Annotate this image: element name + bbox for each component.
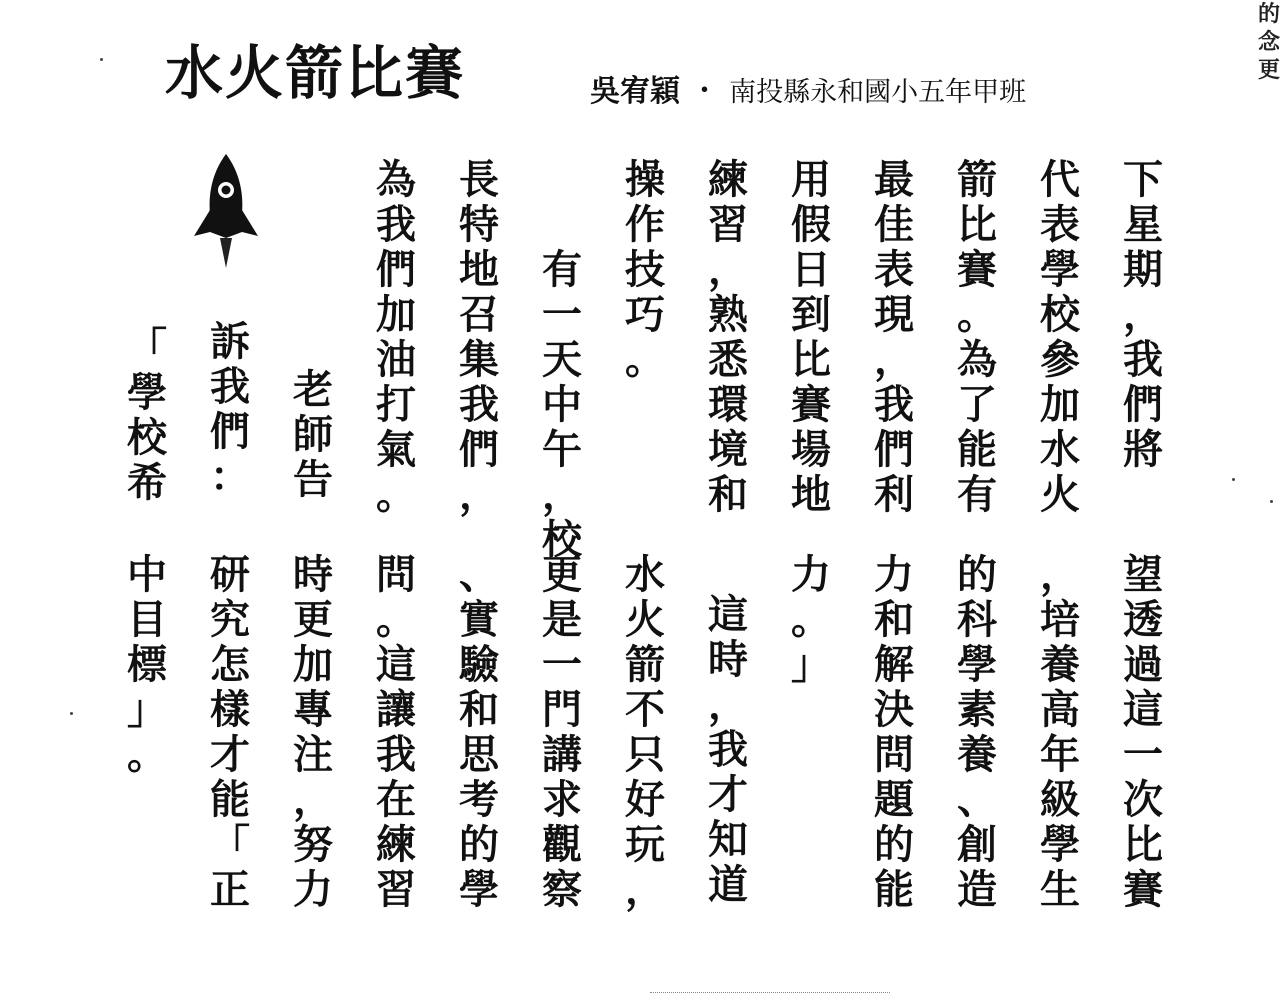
glyph: 水 — [1040, 426, 1080, 473]
glyph: 實 — [459, 596, 499, 643]
glyph: 一 — [542, 641, 582, 688]
glyph: 素 — [957, 686, 997, 733]
glyph: ， — [874, 336, 914, 383]
glyph: 求 — [542, 776, 582, 823]
glyph: 能 — [957, 426, 997, 473]
glyph: 。 — [376, 596, 416, 643]
glyph: 加 — [376, 291, 416, 338]
glyph: 力 — [293, 866, 333, 913]
glyph: 和 — [874, 596, 914, 643]
glyph: 技 — [625, 246, 665, 293]
glyph: ， — [708, 681, 748, 728]
glyph: 將 — [1123, 426, 1163, 473]
glyph: 有 — [542, 246, 582, 293]
glyph: 午 — [542, 426, 582, 473]
glyph: 。 — [791, 596, 831, 643]
glyph: 樣 — [210, 686, 250, 733]
glyph: 我 — [874, 381, 914, 428]
glyph: 表 — [874, 246, 914, 293]
glyph: 專 — [293, 686, 333, 733]
glyph: 這 — [376, 641, 416, 688]
glyph: 有 — [957, 471, 997, 518]
glyph: 驗 — [459, 641, 499, 688]
glyph: 透 — [1123, 596, 1163, 643]
glyph: 高 — [1040, 686, 1080, 733]
glyph: 箭 — [957, 156, 997, 203]
glyph: 決 — [874, 686, 914, 733]
text-column — [278, 552, 348, 912]
glyph: 氣 — [376, 426, 416, 473]
glyph: 參 — [1040, 336, 1080, 383]
glyph: 好 — [625, 776, 665, 823]
glyph: 一 — [1123, 731, 1163, 778]
glyph: 到 — [791, 291, 831, 338]
glyph: 學 — [957, 641, 997, 688]
glyph: 地 — [791, 471, 831, 518]
glyph: 們 — [210, 408, 250, 455]
text-column — [361, 552, 431, 912]
glyph: 和 — [459, 686, 499, 733]
glyph: 的 — [459, 821, 499, 868]
glyph: 水 — [625, 551, 665, 598]
glyph: 習 — [708, 201, 748, 248]
glyph: 才 — [210, 731, 250, 778]
glyph: 日 — [791, 246, 831, 293]
glyph: 學 — [459, 866, 499, 913]
glyph: 老 — [293, 366, 333, 413]
glyph: 們 — [459, 426, 499, 473]
glyph: 境 — [708, 426, 748, 473]
rocket-icon — [190, 152, 262, 270]
glyph: 現 — [874, 291, 914, 338]
text-column — [444, 552, 514, 912]
glyph: 加 — [293, 641, 333, 688]
glyph: 一 — [542, 291, 582, 338]
text-column — [112, 325, 182, 505]
glyph: 星 — [1123, 201, 1163, 248]
text-column — [527, 247, 597, 562]
print-speck — [1270, 500, 1273, 503]
glyph: 時 — [293, 551, 333, 598]
glyph: 問 — [376, 551, 416, 598]
glyph: 們 — [376, 246, 416, 293]
glyph: 加 — [1040, 381, 1080, 428]
glyph: 箭 — [625, 641, 665, 688]
glyph: ， — [1123, 291, 1163, 338]
glyph: 玩 — [625, 821, 665, 868]
glyph: 讓 — [376, 686, 416, 733]
fragment-char: 念 — [1258, 29, 1280, 55]
glyph: ， — [708, 246, 748, 293]
glyph: 養 — [1040, 641, 1080, 688]
glyph: 望 — [1123, 551, 1163, 598]
glyph: 目 — [127, 596, 167, 643]
glyph: 學 — [1040, 821, 1080, 868]
glyph: 才 — [708, 771, 748, 818]
text-column — [278, 367, 348, 502]
glyph: 天 — [542, 336, 582, 383]
glyph: 察 — [542, 866, 582, 913]
glyph: 作 — [625, 201, 665, 248]
glyph: 知 — [708, 816, 748, 863]
glyph: 時 — [708, 636, 748, 683]
glyph: 講 — [542, 731, 582, 778]
text-column — [195, 552, 265, 912]
glyph: 問 — [874, 731, 914, 778]
glyph: 打 — [376, 381, 416, 428]
glyph: 練 — [708, 156, 748, 203]
glyph: 我 — [376, 731, 416, 778]
glyph: 希 — [127, 459, 167, 506]
glyph: 學 — [127, 369, 167, 416]
fragment-char: 的 — [1258, 1, 1280, 27]
glyph: ， — [625, 866, 665, 913]
glyph: 下 — [1123, 156, 1163, 203]
glyph: 考 — [459, 776, 499, 823]
glyph: 長 — [459, 156, 499, 203]
glyph: 賽 — [1123, 866, 1163, 913]
glyph: 正 — [210, 866, 250, 913]
glyph: 造 — [957, 866, 997, 913]
glyph: 比 — [1123, 821, 1163, 868]
glyph: 我 — [459, 381, 499, 428]
glyph: 」 — [127, 686, 167, 733]
text-column — [444, 157, 514, 517]
glyph: 賽 — [791, 381, 831, 428]
glyph: 比 — [791, 336, 831, 383]
print-speck — [1232, 478, 1235, 481]
glyph: 訴 — [210, 318, 250, 365]
glyph: 的 — [957, 551, 997, 598]
glyph: 生 — [1040, 866, 1080, 913]
glyph: 我 — [708, 726, 748, 773]
glyph: 為 — [957, 336, 997, 383]
school-name: 南投縣永和國小五年甲班 — [729, 77, 1027, 108]
glyph: 能 — [874, 866, 914, 913]
glyph: 是 — [542, 596, 582, 643]
glyph: 巧 — [625, 291, 665, 338]
glyph: 校 — [127, 414, 167, 461]
glyph: 。 — [127, 731, 167, 778]
glyph: 。 — [957, 291, 997, 338]
glyph: 地 — [459, 246, 499, 293]
glyph: 利 — [874, 471, 914, 518]
glyph: 題 — [874, 776, 914, 823]
text-column — [942, 552, 1012, 912]
glyph: 過 — [1123, 641, 1163, 688]
glyph: 場 — [791, 426, 831, 473]
glyph: 養 — [957, 731, 997, 778]
glyph: 中 — [127, 551, 167, 598]
glyph: 習 — [376, 866, 416, 913]
text-column — [693, 592, 763, 907]
text-column — [942, 157, 1012, 517]
glyph: 悉 — [708, 336, 748, 383]
text-column — [527, 552, 597, 912]
glyph: 、 — [459, 551, 499, 598]
glyph: 告 — [293, 456, 333, 503]
glyph: 次 — [1123, 776, 1163, 823]
text-column — [1108, 552, 1178, 912]
print-speck — [100, 58, 103, 61]
glyph: 注 — [293, 731, 333, 778]
glyph: 能 — [210, 776, 250, 823]
glyph: 環 — [708, 381, 748, 428]
glyph: 年 — [1040, 731, 1080, 778]
glyph: 、 — [957, 776, 997, 823]
glyph: 召 — [459, 291, 499, 338]
print-speck — [70, 712, 73, 715]
author-name: 吳宥穎 — [590, 74, 680, 109]
glyph: ， — [1040, 551, 1080, 598]
glyph: 特 — [459, 201, 499, 248]
glyph: 究 — [210, 596, 250, 643]
adjacent-article-fragment — [1258, 0, 1280, 120]
fragment-char: 更 — [1258, 57, 1280, 83]
glyph: 道 — [708, 861, 748, 908]
byline-separator: ・ — [689, 74, 720, 109]
glyph: 標 — [127, 641, 167, 688]
glyph: 這 — [708, 591, 748, 638]
glyph: 力 — [791, 551, 831, 598]
glyph: 我 — [210, 363, 250, 410]
glyph: 不 — [625, 686, 665, 733]
glyph: 科 — [957, 596, 997, 643]
byline — [590, 72, 1026, 113]
glyph: 們 — [1123, 381, 1163, 428]
text-column — [610, 157, 680, 382]
glyph: 用 — [791, 156, 831, 203]
glyph: 了 — [957, 381, 997, 428]
glyph: 練 — [376, 821, 416, 868]
glyph: ， — [293, 776, 333, 823]
text-column — [361, 157, 431, 517]
text-column — [610, 552, 680, 912]
glyph: 「 — [210, 821, 250, 868]
glyph: 的 — [874, 821, 914, 868]
glyph: 中 — [542, 381, 582, 428]
glyph: 觀 — [542, 821, 582, 868]
glyph: 師 — [293, 411, 333, 458]
text-column — [859, 552, 929, 912]
glyph: 們 — [874, 426, 914, 473]
page-edge-marks — [650, 992, 890, 994]
glyph: 創 — [957, 821, 997, 868]
text-column — [693, 157, 763, 517]
glyph: 為 — [376, 156, 416, 203]
glyph: 火 — [1040, 471, 1080, 518]
glyph: 力 — [874, 551, 914, 598]
glyph: 校 — [542, 516, 582, 563]
glyph: 研 — [210, 551, 250, 598]
glyph: 思 — [459, 731, 499, 778]
glyph: 」 — [791, 641, 831, 688]
text-column — [112, 552, 182, 777]
glyph: 最 — [874, 156, 914, 203]
glyph: 比 — [957, 201, 997, 248]
glyph: 代 — [1040, 156, 1080, 203]
glyph: 賽 — [957, 246, 997, 293]
glyph: 只 — [625, 731, 665, 778]
glyph: 假 — [791, 201, 831, 248]
text-column — [1025, 552, 1095, 912]
glyph: 熟 — [708, 291, 748, 338]
glyph: 。 — [376, 471, 416, 518]
glyph: ， — [459, 471, 499, 518]
glyph: 操 — [625, 156, 665, 203]
text-column — [1108, 157, 1178, 472]
glyph: 努 — [293, 821, 333, 868]
glyph: 和 — [708, 471, 748, 518]
glyph: 。 — [625, 336, 665, 383]
glyph: ： — [210, 453, 250, 500]
glyph: 校 — [1040, 291, 1080, 338]
glyph: 表 — [1040, 201, 1080, 248]
glyph: 佳 — [874, 201, 914, 248]
glyph: 培 — [1040, 596, 1080, 643]
text-column — [1025, 157, 1095, 517]
glyph: 級 — [1040, 776, 1080, 823]
glyph: 更 — [293, 596, 333, 643]
text-column — [859, 157, 929, 517]
glyph: 門 — [542, 686, 582, 733]
text-column — [776, 157, 846, 517]
glyph: 集 — [459, 336, 499, 383]
glyph: 這 — [1123, 686, 1163, 733]
text-column — [776, 552, 846, 687]
glyph: 解 — [874, 641, 914, 688]
text-column — [195, 319, 265, 499]
glyph: 火 — [625, 596, 665, 643]
glyph: 我 — [1123, 336, 1163, 383]
glyph: 在 — [376, 776, 416, 823]
glyph: 「 — [127, 324, 167, 371]
glyph: 學 — [1040, 246, 1080, 293]
glyph: 期 — [1123, 246, 1163, 293]
glyph: 更 — [542, 551, 582, 598]
glyph: 油 — [376, 336, 416, 383]
glyph: 我 — [376, 201, 416, 248]
glyph: 怎 — [210, 641, 250, 688]
glyph: ， — [542, 471, 582, 518]
article-title: 水火箭比賽 — [165, 39, 466, 107]
